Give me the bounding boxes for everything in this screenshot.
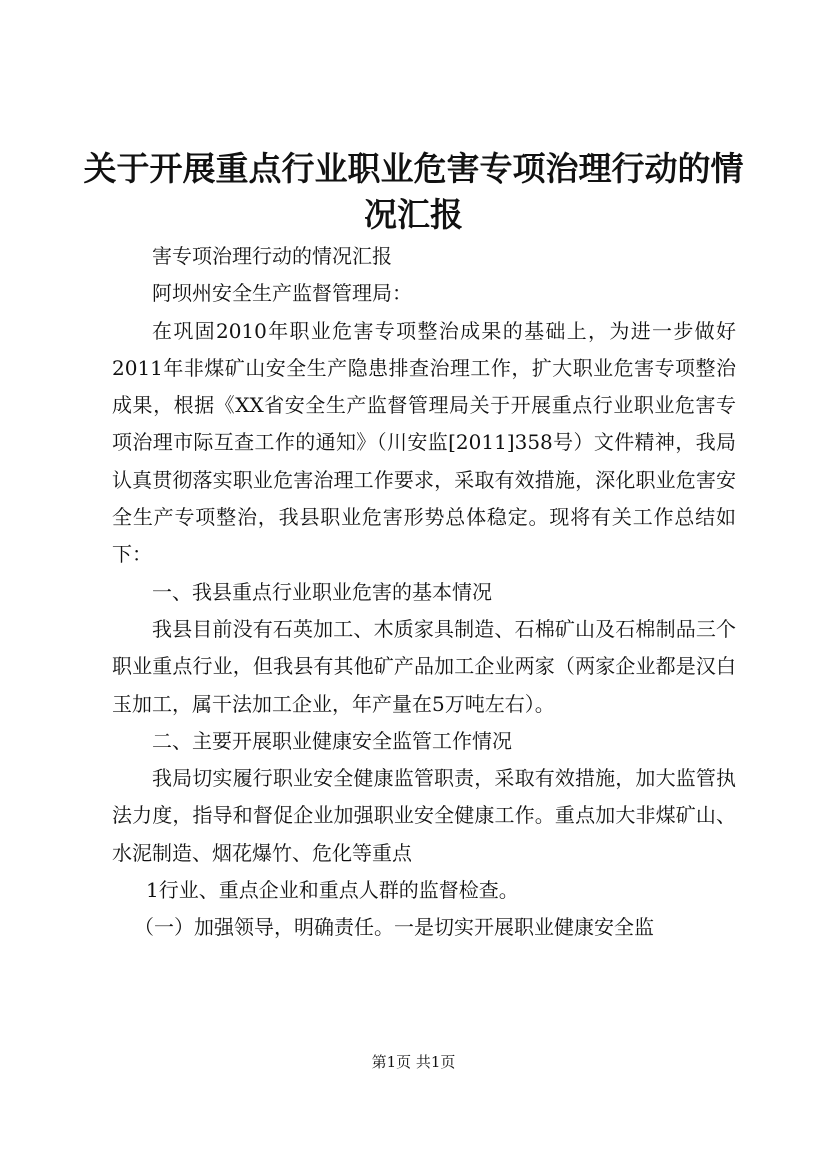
paragraph-leadership: （一）加强领导，明确责任。一是切实开展职业健康安全监 bbox=[134, 915, 654, 940]
paragraph-intro: 在巩固2010年职业危害专项整治成果的基础上，为进一步做好2011年非煤矿山安全生产隐患排查治理工作，扩大职业危害专项整治成果，根据《XX省安全生产监督管理局关于开展重点行业职业危害专项治理市际互查工作的通知》（川安监[2011]358号）文件精神，我局认真贯彻落实职业危害治理工作要求，采取有效措施，深化职业危害安全生产专项整治，我县职业危害形势总体稳定。现将有关工作总结如下： bbox=[112, 318, 736, 567]
title-line-2: 况汇报 bbox=[364, 195, 463, 234]
paragraph-subtitle: 害专项治理行动的情况汇报 bbox=[152, 244, 392, 268]
document-body bbox=[112, 238, 736, 947]
paragraph-heading-2: 二、主要开展职业健康安全监管工作情况 bbox=[152, 728, 512, 753]
page-footer: 第1页 共1页 bbox=[371, 1053, 456, 1071]
paragraph-heading-1: 一、我县重点行业职业危害的基本情况 bbox=[152, 579, 492, 604]
paragraph-supervision: 我局切实履行职业安全健康监管职责，采取有效措施，加大监管执法力度，指导和督促企业加强职业安全健康工作。重点加大非煤矿山、水泥制造、烟花爆竹、危化等重点 bbox=[112, 766, 736, 865]
paragraph-addressee: 阿坝州安全生产监督管理局： bbox=[152, 281, 412, 306]
paragraph-basic-situation: 我县目前没有石英加工、木质家具制造、石棉矿山及石棉制品三个职业重点行业，但我县有其他矿产品加工企业两家（两家企业都是汉白玉加工，属干法加工企业，年产量在5万吨左右）。 bbox=[112, 616, 736, 716]
title-line-1: 关于开展重点行业职业危害专项治理行动的情 bbox=[83, 149, 744, 188]
paragraph-supervision-cont: 1行业、重点企业和重点人群的监督检查。 bbox=[146, 878, 519, 903]
document-title bbox=[60, 146, 767, 238]
